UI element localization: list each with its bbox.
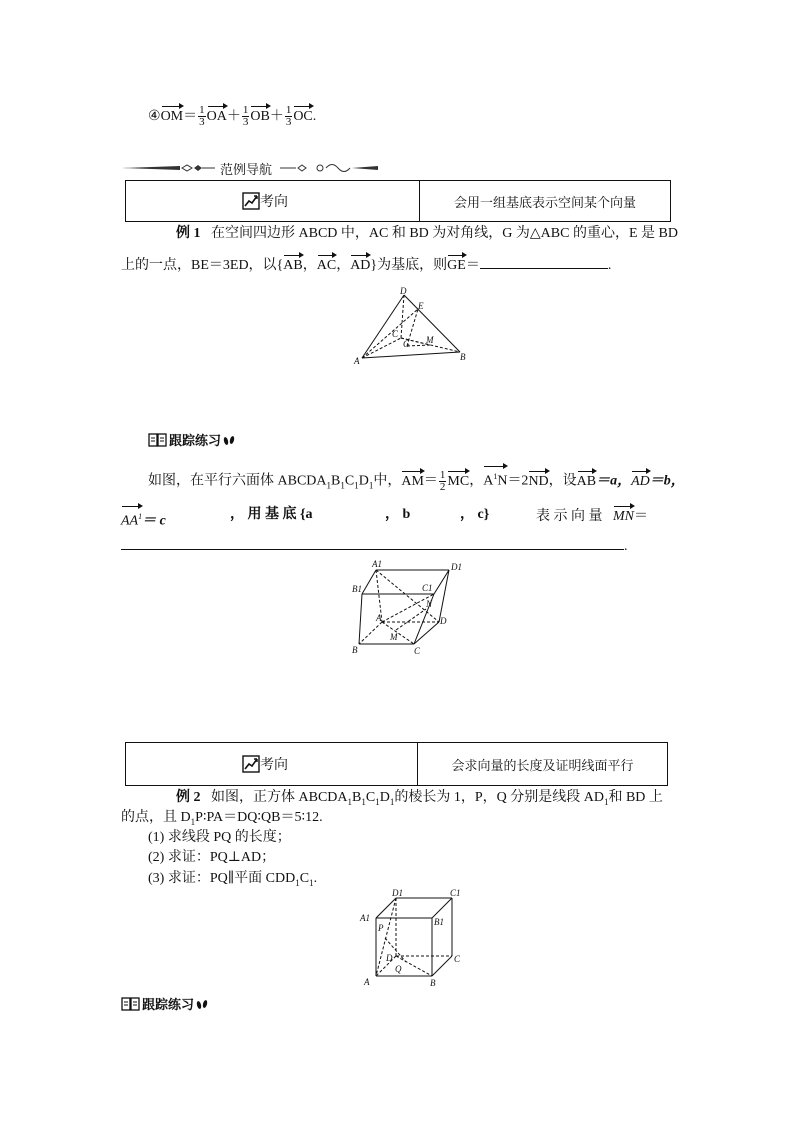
text: N xyxy=(497,473,508,489)
label-c1: C1 xyxy=(422,583,433,593)
vector-a1n xyxy=(483,465,507,492)
topic-label xyxy=(242,743,288,785)
text: B xyxy=(352,790,362,805)
text: D xyxy=(379,790,390,805)
label-c: C xyxy=(414,646,421,656)
label-d: D xyxy=(386,953,393,963)
label-b: B xyxy=(430,978,436,988)
text: 的点，且 D xyxy=(121,810,191,825)
text: ， c} xyxy=(460,507,490,522)
label-b: B xyxy=(352,645,358,655)
text: C xyxy=(344,473,355,489)
practice-title-text: 跟踪练习 xyxy=(169,434,222,449)
sup: 1 xyxy=(493,472,498,481)
sub: 1 xyxy=(295,877,300,888)
example2-q1: (1) 求线段 PQ 的长度； xyxy=(148,830,291,845)
label-b: B xyxy=(460,352,466,362)
frac-num: 1 xyxy=(285,104,292,117)
practice1-line2e xyxy=(536,505,648,527)
text: 如图，在平行六面体 ABCDA xyxy=(148,473,327,489)
figure-parallelepiped xyxy=(352,558,472,658)
label-p: P xyxy=(378,923,384,933)
topic-label-text: 考向 xyxy=(260,194,288,210)
frac-den: 3 xyxy=(242,116,249,129)
text: }为基底，则 xyxy=(370,258,448,273)
practice-title-1 xyxy=(147,430,237,449)
vector-oa: OA xyxy=(207,105,227,127)
vector-ab: AB xyxy=(577,470,596,492)
label-d: D xyxy=(440,616,447,626)
vector-ad: AD xyxy=(631,470,650,492)
book-icon xyxy=(120,995,142,1013)
text: B xyxy=(331,473,341,489)
vector-ge: GE xyxy=(447,254,466,276)
text: 表 示 向 量 xyxy=(536,509,603,524)
frac-den: 3 xyxy=(285,116,292,129)
text: 的棱长为 1，P，Q 分别是线段 AD xyxy=(394,790,604,805)
text: 中， xyxy=(373,473,402,489)
sub: 1 xyxy=(368,480,374,491)
label-a: A xyxy=(354,356,360,366)
frac-num: 1 xyxy=(242,104,249,117)
practice-title-2 xyxy=(120,994,210,1013)
label-n: N xyxy=(426,599,433,609)
fraction xyxy=(198,105,206,128)
chart-trend-icon xyxy=(242,755,260,773)
label-e: E xyxy=(418,301,424,311)
label-d: D xyxy=(400,286,407,296)
answer-blank-long[interactable] xyxy=(121,549,624,550)
text: ， 用 基 底 {a xyxy=(230,507,313,522)
text: . xyxy=(313,871,318,886)
label-m: M xyxy=(390,632,398,642)
example2-q3 xyxy=(148,869,317,893)
topic-box-left xyxy=(126,743,418,785)
period: . xyxy=(312,109,317,124)
text: ＝a， xyxy=(596,473,632,489)
text: ＝ c xyxy=(142,513,166,529)
practice1-line1 xyxy=(148,465,685,495)
label-b1: B1 xyxy=(434,917,444,927)
answer-blank[interactable] xyxy=(480,254,608,269)
sub: 1 xyxy=(361,796,366,807)
sub: 1 xyxy=(309,877,314,888)
sup: 1 xyxy=(138,512,143,521)
vector-nd: ND xyxy=(528,470,548,492)
sub: 1 xyxy=(354,480,359,491)
practice1-line2 xyxy=(121,505,166,532)
sub: 1 xyxy=(375,796,380,807)
equals: ＝ xyxy=(423,473,438,489)
practice1-line2d xyxy=(460,505,489,525)
text: AA xyxy=(121,513,139,529)
sub: 1 xyxy=(389,796,395,807)
label-a: A xyxy=(364,977,370,987)
vector-aa1 xyxy=(121,505,142,532)
fraction xyxy=(285,105,293,128)
label-c: C xyxy=(392,329,399,339)
sub: 1 xyxy=(347,796,353,807)
text: D xyxy=(358,473,369,489)
topic-box-2 xyxy=(125,742,668,786)
text: ， b xyxy=(385,507,411,522)
label-d1: D1 xyxy=(392,888,403,898)
frac-den: 2 xyxy=(439,480,446,493)
fraction xyxy=(439,470,447,493)
frac-num: 1 xyxy=(199,104,205,117)
footprint-icon xyxy=(194,996,210,1012)
frac-den: 3 xyxy=(199,116,205,129)
example1-line1 xyxy=(176,224,678,244)
sub: 1 xyxy=(190,816,196,827)
text: ＝b， xyxy=(649,473,685,489)
text: ＝2 xyxy=(507,473,529,489)
equals: ＝ xyxy=(183,109,198,124)
topic-label xyxy=(242,181,288,221)
label-c1: C1 xyxy=(450,888,461,898)
example-tag: 例 2 xyxy=(176,790,201,805)
formula-line xyxy=(148,105,316,128)
vector-am: AM xyxy=(401,470,424,492)
text: 如图，正方体 ABCDA xyxy=(211,790,348,805)
vector-ad: AD xyxy=(350,254,370,276)
frac-num: 1 xyxy=(439,468,446,481)
label-b1: B1 xyxy=(352,584,362,594)
equals: ＝ xyxy=(465,258,480,273)
text: (3) 求证：PQ∥平面 CDD xyxy=(148,871,296,886)
vector-ac: AC xyxy=(317,254,336,276)
plus: ＋ xyxy=(226,109,241,124)
practice-title-text: 跟踪练习 xyxy=(142,998,195,1013)
fraction xyxy=(242,105,250,128)
topic-box-1 xyxy=(125,180,671,222)
practice1-period: . xyxy=(624,539,628,554)
footprint-icon xyxy=(221,432,237,448)
example-tag: 例 1 xyxy=(176,226,201,241)
text: P∶PA＝DQ∶QB＝5∶12. xyxy=(195,810,323,825)
vector-oc: OC xyxy=(293,105,312,127)
sub: 1 xyxy=(326,480,332,491)
plus: ＋ xyxy=(269,109,284,124)
section-title: 范例导航 xyxy=(220,163,273,178)
period: . xyxy=(607,258,612,273)
example1-text1: 在空间四边形 ABCD 中，AC 和 BD 为对角线，G 为△ABC 的重心，E 是 BD xyxy=(211,226,678,241)
vector-ob: OB xyxy=(250,105,269,127)
topic-box-left xyxy=(126,181,420,221)
example1-line2 xyxy=(121,254,611,276)
chart-trend-icon xyxy=(242,192,260,210)
sub: 1 xyxy=(340,480,345,491)
label-m: M xyxy=(426,335,434,345)
label-d1: D1 xyxy=(451,562,462,572)
vector-mn: MN xyxy=(613,505,634,527)
text: ，设 xyxy=(548,473,577,489)
vector-mc: MC xyxy=(447,470,469,492)
text: A xyxy=(483,473,494,489)
equals: ＝ xyxy=(634,509,648,524)
book-icon xyxy=(147,431,169,449)
sub: 1 xyxy=(603,796,609,807)
label-a1: A1 xyxy=(372,559,382,569)
comma: ， xyxy=(469,473,484,489)
figure-tetrahedron xyxy=(352,285,477,370)
topic-desc: 会求向量的长度及证明线面平行 xyxy=(451,758,634,774)
label-a1: A1 xyxy=(360,913,370,923)
label-c: C xyxy=(454,954,461,964)
label-g: G xyxy=(403,339,410,349)
text: C xyxy=(299,871,310,886)
topic-desc: 会用一组基底表示空间某个向量 xyxy=(453,195,636,211)
text: 上的一点，BE＝3ED，以{ xyxy=(121,258,284,273)
vector-om: OM xyxy=(161,105,184,127)
section-header xyxy=(120,158,380,178)
comma: ， xyxy=(336,258,351,273)
text: C xyxy=(365,790,376,805)
figure-cube xyxy=(356,888,468,990)
example2-q2: (2) 求证：PQ⊥AD； xyxy=(148,850,276,865)
text: 和 BD 上 xyxy=(608,790,663,805)
circled-number: ④ xyxy=(148,109,161,124)
practice1-line2b xyxy=(230,505,313,525)
vector-ab: AB xyxy=(283,254,302,276)
label-a: A xyxy=(376,613,382,623)
topic-label-text: 考向 xyxy=(260,757,288,773)
label-q: Q xyxy=(395,964,402,974)
practice1-line2c xyxy=(385,505,410,525)
comma: ， xyxy=(302,258,317,273)
